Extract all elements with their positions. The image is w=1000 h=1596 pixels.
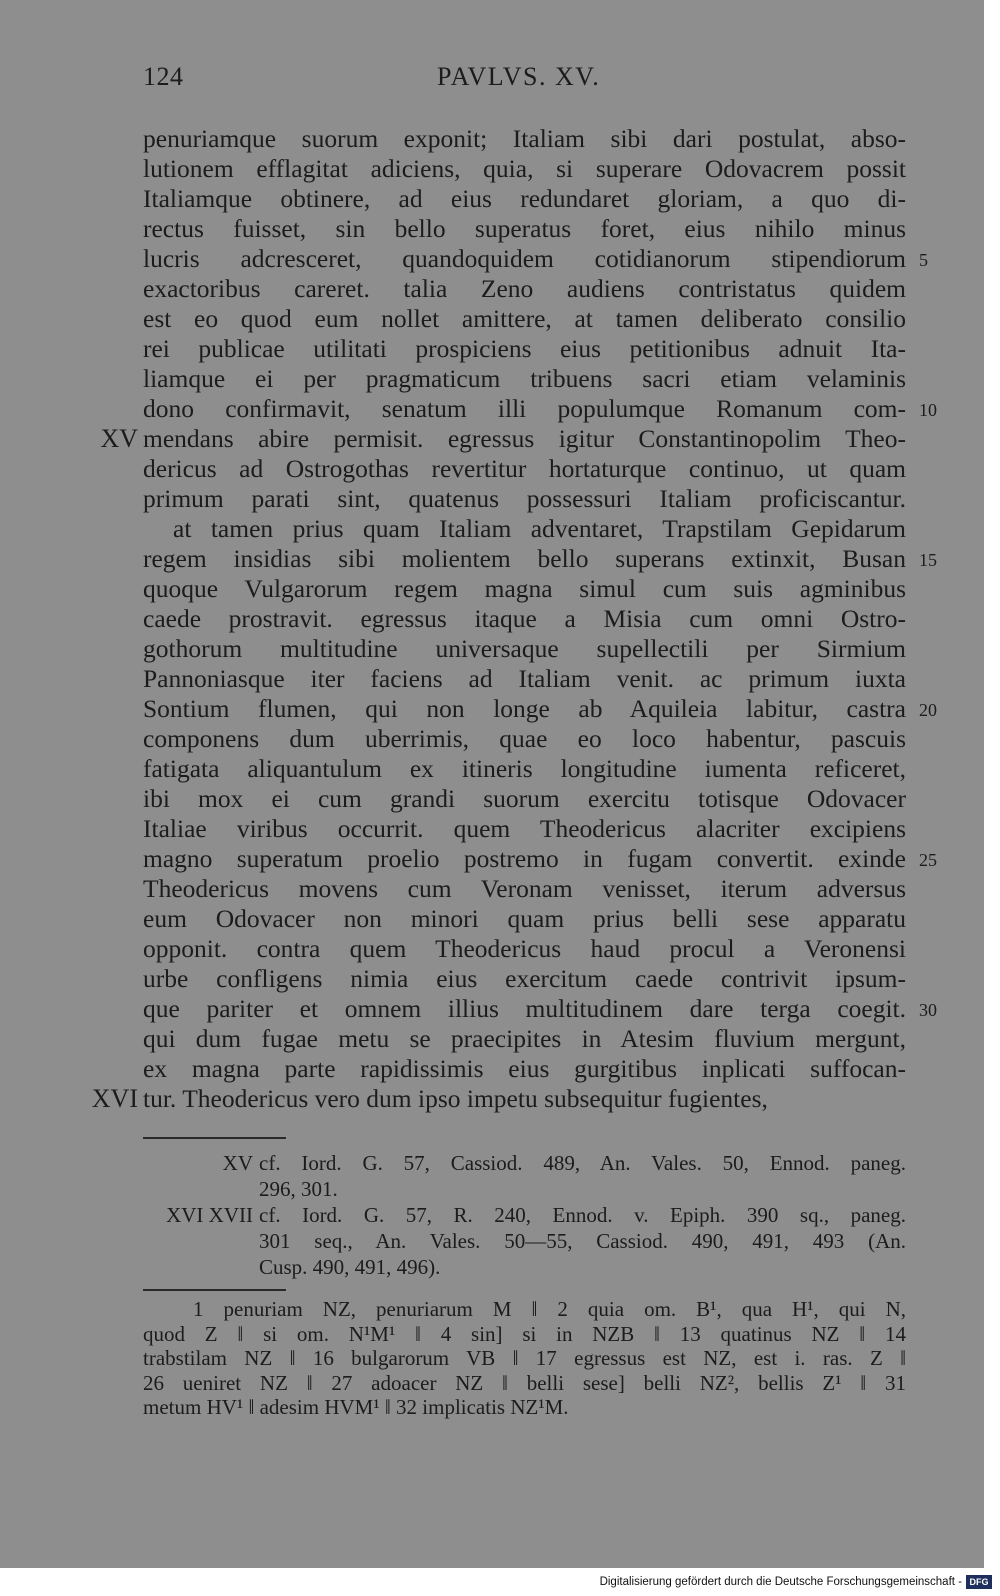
line-number: 30 [919, 1000, 937, 1020]
text-line [143, 574, 906, 604]
text-line [143, 394, 937, 424]
reference-tag: XV [222, 1151, 253, 1175]
critical-apparatus [143, 1297, 906, 1420]
page-number: 124 [143, 62, 184, 91]
text-line [143, 694, 937, 724]
text-line [143, 724, 906, 754]
line-number: 5 [919, 250, 928, 270]
line-text: exactoribus careret. talia Zeno audiens contristatus quidem [143, 274, 906, 303]
text-line [143, 274, 906, 304]
text-line [143, 934, 906, 964]
line-text: rectus fuisset, sin bello superatus foret, eius nihilo minus [143, 214, 906, 243]
reference-text: Cusp. 490, 491, 496). [259, 1255, 441, 1279]
text-line [143, 334, 906, 364]
digitization-footer [0, 1568, 1000, 1596]
references-rule [143, 1137, 286, 1139]
apparatus-line: metum HV¹ ‖ adesim HVM¹ ‖ 32 implicatis NZ¹M. [143, 1395, 569, 1419]
line-text: opponit. contra quem Theodericus haud procul a Veronensi [143, 934, 906, 963]
text-line [143, 1024, 906, 1054]
line-text: est eo quod eum nollet amittere, at tamen deliberato consilio [143, 304, 906, 333]
line-number: 20 [919, 700, 937, 720]
chapter-marker: XV [100, 424, 138, 453]
text-line [143, 634, 906, 664]
running-title: PAVLVS. XV. [437, 62, 601, 91]
reference-tag: XVI XVII [166, 1203, 253, 1227]
text-line [143, 154, 906, 184]
text-line [143, 664, 906, 694]
line-text: mendans abire permisit. egressus igitur Constantinopolim Theo- [143, 424, 906, 453]
text-line [143, 844, 937, 874]
line-text: rei publicae utilitati prospiciens eius petitionibus adnuit Ita- [143, 334, 906, 363]
text-line [143, 904, 906, 934]
line-number: 15 [919, 550, 937, 570]
line-text: liamque ei per pragmaticum tribuens sacri etiam velaminis [143, 364, 906, 393]
text-line [143, 214, 906, 244]
line-text: qui dum fugae metu se praecipites in Atesim fluvium mergunt, [143, 1024, 906, 1053]
line-text: Theodericus movens cum Veronam venisset, iterum adversus [143, 874, 906, 903]
line-text: ex magna parte rapidissimis eius gurgitibus inplicati suffocan- [143, 1054, 906, 1083]
text-line [143, 994, 937, 1024]
line-text: quoque Vulgarorum regem magna simul cum suis agminibus [143, 574, 906, 603]
source-references [143, 1150, 906, 1280]
chapter-marker: XVI [91, 1084, 138, 1113]
line-text: componens dum uberrimis, quae eo loco habentur, pascuis [143, 724, 906, 753]
line-text: Italiamque obtinere, ad eius redundaret gloriam, a quo di- [143, 184, 906, 213]
reference-text: cf. Iord. G. 57, Cassiod. 489, An. Vales. 50, Ennod. paneg. [259, 1151, 906, 1175]
text-line [143, 964, 906, 994]
line-text: caede prostravit. egressus itaque a Misia cum omni Ostro- [143, 604, 906, 633]
reference-entry [143, 1150, 906, 1202]
text-line [91, 1084, 906, 1114]
reference-text: 301 seq., An. Vales. 50—55, Cassiod. 490, 491, 493 (An. [259, 1229, 906, 1253]
line-text: penuriamque suorum exponit; Italiam sibi dari postulat, abso- [143, 124, 906, 153]
line-text: fatigata aliquantulum ex itineris longitudine iumenta reficeret, [143, 754, 906, 783]
apparatus-line: 1 penuriam NZ, penuriarum M ‖ 2 quia om. B¹, qua H¹, qui N, [193, 1297, 906, 1321]
line-text: ibi mox ei cum grandi suorum exercitu totisque Odovacer [143, 784, 906, 813]
line-text: regem insidias sibi molientem bello superans extinxit, Busan [143, 544, 906, 573]
line-text: tur. Theodericus vero dum ipso impetu subsequitur fugientes, [143, 1084, 768, 1113]
text-line [143, 1054, 906, 1084]
reference-text: 296, 301. [259, 1177, 338, 1201]
line-text: que pariter et omnem illius multitudinem dare terga coegit. [143, 994, 906, 1023]
line-text: dericus ad Ostrogothas revertitur hortaturque continuo, ut quam [143, 454, 906, 483]
main-text-block [91, 124, 937, 1114]
text-line [143, 304, 906, 334]
text-line [143, 124, 906, 154]
line-number: 25 [919, 850, 937, 870]
text-line [143, 484, 906, 514]
line-text: Italiae viribus occurrit. quem Theodericus alacriter excipiens [143, 814, 906, 843]
text-line [143, 544, 937, 574]
text-line [143, 784, 906, 814]
line-text: primum parati sint, quatenus possessuri Italiam proficiscantur. [143, 484, 906, 513]
text-line [143, 364, 906, 394]
line-text: eum Odovacer non minori quam prius belli sese apparatu [143, 904, 906, 933]
apparatus-line: 26 ueniret NZ ‖ 27 adoacer NZ ‖ belli sese] belli NZ², bellis Z¹ ‖ 31 [143, 1370, 906, 1395]
line-number: 10 [919, 400, 937, 420]
running-header [0, 62, 984, 96]
line-text: urbe confligens nimia eius exercitum caede contrivit ipsum- [143, 964, 906, 993]
line-text: lutionem efflagitat adiciens, quia, si superare Odovacrem possit [143, 154, 906, 183]
text-line [143, 874, 906, 904]
line-text: gothorum multitudine universaque supellectili per Sirmium [143, 634, 906, 663]
text-line [143, 244, 928, 274]
line-text: Pannoniasque iter faciens ad Italiam venit. ac primum iuxta [143, 664, 906, 693]
line-text: dono confirmavit, senatum illi populumque Romanum com- [143, 394, 906, 423]
text-line [143, 184, 906, 214]
apparatus-line: trabstilam NZ ‖ 16 bulgarorum VB ‖ 17 egressus est NZ, est i. ras. Z ‖ [143, 1346, 906, 1370]
reference-text: cf. Iord. G. 57, R. 240, Ennod. v. Epiph. 390 sq., paneg. [259, 1203, 906, 1227]
dfg-logo-icon: DFG [966, 1575, 992, 1589]
line-text: Sontium flumen, qui non longe ab Aquileia labitur, castra [143, 694, 906, 723]
text-line [143, 514, 906, 544]
text-line [143, 604, 906, 634]
line-text: at tamen prius quam Italiam adventaret, Trapstilam Gepidarum [173, 514, 906, 543]
footer-credit: Digitalisierung gefördert durch die Deutsche Forschungsgemeinschaft - [599, 1576, 962, 1588]
reference-entry [143, 1202, 906, 1280]
text-line [143, 754, 906, 784]
apparatus-line: quod Z ‖ si om. N¹M¹ ‖ 4 sin] si in NZB ‖ 13 quatinus NZ ‖ 14 [143, 1321, 906, 1346]
text-line [100, 424, 906, 454]
line-text: magno superatum proelio postremo in fugam convertit. exinde [143, 844, 906, 873]
line-text: lucris adcresceret, quandoquidem cotidianorum stipendiorum [143, 244, 906, 273]
text-line [143, 454, 906, 484]
text-line [143, 814, 906, 844]
apparatus-rule [143, 1289, 286, 1291]
